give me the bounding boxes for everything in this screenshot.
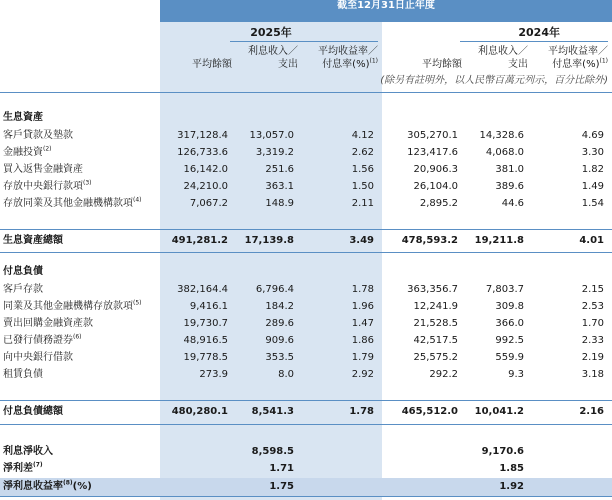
table-bottom-rule — [0, 496, 612, 497]
liability-total-c3: 1.78 — [349, 406, 374, 417]
liability-row-3-label — [3, 335, 82, 347]
liability-row-2-c3: 1.47 — [351, 318, 374, 329]
asset-row-2-label — [3, 164, 83, 176]
liability-row-5-c2: 8.0 — [278, 369, 294, 380]
asset-row-1-c1: 126,733.6 — [177, 147, 228, 158]
summary-row-1-2024: 1.85 — [499, 463, 524, 474]
asset-row-2-c3: 1.56 — [351, 164, 374, 175]
liability-total-c5: 10,041.2 — [474, 406, 524, 417]
asset-total-c2: 17,139.8 — [244, 235, 294, 246]
col-header-avg-balance-2025: 平均餘額 — [192, 59, 232, 70]
asset-total-c4: 478,593.2 — [401, 235, 458, 246]
col-header-yield-2024-text: 付息率(%) — [552, 59, 600, 70]
liability-row-3-label-text: 已發行債務證券 — [3, 335, 73, 346]
asset-total-c1: 491,281.2 — [171, 235, 228, 246]
asset-row-1-label — [3, 147, 52, 159]
liability-total-label-text: 付息負債總額 — [3, 406, 63, 417]
asset-row-0-label — [3, 130, 73, 142]
col-header-yield-2025-text: 付息率(%) — [322, 59, 370, 70]
liability-row-3-c1: 48,916.5 — [183, 335, 228, 346]
asset-row-0-c3: 4.12 — [351, 130, 374, 141]
asset-row-0-c5: 14,328.6 — [479, 130, 524, 141]
liability-row-5-c1: 273.9 — [199, 369, 228, 380]
asset-row-4-c5: 44.6 — [501, 198, 524, 209]
col-header-yield-2024-l1: 平均收益率／ — [548, 46, 608, 57]
liability-row-0-c3: 1.78 — [351, 284, 374, 295]
section-title-assets: 生息資產 — [3, 112, 43, 123]
col-header-yield-2025-l2 — [298, 59, 378, 71]
asset-total-label — [3, 235, 63, 247]
liability-row-0-c1: 382,164.4 — [177, 284, 228, 295]
asset-row-2-label-text: 買入返售金融資產 — [3, 164, 83, 175]
liability-row-2-c5: 366.0 — [495, 318, 524, 329]
asset-total-c6: 4.01 — [579, 235, 604, 246]
liability-row-2-label — [3, 318, 93, 330]
asset-row-1-c5: 4,068.0 — [485, 147, 524, 158]
column-shading-2025 — [160, 22, 382, 500]
note-ref-1: (1) — [369, 57, 378, 65]
liability-total-c1: 480,280.1 — [171, 406, 228, 417]
asset-row-4-c6: 1.54 — [581, 198, 604, 209]
liability-row-1-label-text: 同業及其他金融機構存放款項 — [3, 301, 133, 312]
liability-row-4-c5: 559.9 — [495, 352, 524, 363]
liability-row-0-c5: 7,803.7 — [485, 284, 524, 295]
asset-row-3-c5: 389.6 — [495, 181, 524, 192]
asset-row-3-label-text: 存放中央銀行款項 — [3, 181, 83, 192]
liability-row-3-c5: 992.5 — [495, 335, 524, 346]
note-ref-1b: (1) — [599, 57, 608, 65]
col-header-interest-2024-l2: 支出 — [508, 59, 528, 70]
period-title: 截至12月31日止年度 — [337, 0, 435, 11]
section-title-liabilities: 付息負債 — [3, 266, 43, 277]
footnote-ref: (4) — [133, 196, 142, 204]
liability-row-2-label-text: 賣出回購金融資產款 — [3, 318, 93, 329]
summary-row-2-label-text: 淨利息收益率 — [3, 481, 63, 492]
asset-row-4-c2: 148.9 — [265, 198, 294, 209]
liability-total-c6: 2.16 — [579, 406, 604, 417]
footnote-ref: (6) — [73, 333, 82, 341]
asset-row-0-c1: 317,128.4 — [177, 130, 228, 141]
col-header-avg-balance-2024: 平均餘額 — [422, 59, 462, 70]
asset-row-2-c4: 20,906.3 — [413, 164, 458, 175]
col-header-interest-2024-l1: 利息收入／ — [478, 46, 528, 57]
liability-row-0-c4: 363,356.7 — [407, 284, 458, 295]
unit-suffix: (%) — [72, 481, 92, 492]
summary-row-1-2025: 1.71 — [269, 463, 294, 474]
unit-note: (除另有註明外，以人民幣百萬元列示，百分比除外) — [380, 75, 608, 86]
liability-row-0-label — [3, 284, 43, 296]
asset-row-0-c6: 4.69 — [581, 130, 604, 141]
liability-row-3-c6: 2.33 — [581, 335, 604, 346]
assets-total-top-rule — [0, 229, 612, 230]
liability-row-3-c2: 909.6 — [265, 335, 294, 346]
col-header-yield-2025-l1: 平均收益率／ — [318, 46, 378, 57]
summary-row-0-2024: 9,170.6 — [481, 446, 524, 457]
asset-row-0-c4: 305,270.1 — [407, 130, 458, 141]
asset-row-3-c6: 1.49 — [581, 181, 604, 192]
asset-row-3-c3: 1.50 — [351, 181, 374, 192]
liability-row-1-label — [3, 301, 142, 313]
summary-row-0-2025: 8,598.5 — [251, 446, 294, 457]
summary-row-2-label — [3, 481, 92, 493]
asset-row-4-c1: 7,067.2 — [189, 198, 228, 209]
liability-row-4-c4: 25,575.2 — [413, 352, 458, 363]
summary-row-0-label — [3, 446, 53, 458]
liability-total-c2: 8,541.3 — [251, 406, 294, 417]
summary-row-2-2024: 1.92 — [499, 481, 524, 492]
asset-row-0-label-text: 客戶貸款及墊款 — [3, 130, 73, 141]
asset-row-2-c6: 1.82 — [581, 164, 604, 175]
asset-row-1-c3: 2.62 — [351, 147, 374, 158]
liability-row-2-c6: 1.70 — [581, 318, 604, 329]
header-divider — [0, 92, 612, 93]
liability-row-1-c5: 309.8 — [495, 301, 524, 312]
liability-row-5-label-text: 租賃負債 — [3, 369, 43, 380]
liability-row-1-c4: 12,241.9 — [413, 301, 458, 312]
liability-row-5-label — [3, 369, 43, 381]
liability-row-1-c2: 184.2 — [265, 301, 294, 312]
asset-row-2-c2: 251.6 — [265, 164, 294, 175]
liability-row-4-c6: 2.19 — [581, 352, 604, 363]
liability-row-5-c5: 9.3 — [508, 369, 524, 380]
asset-row-2-c1: 16,142.0 — [183, 164, 228, 175]
assets-total-bottom-rule — [0, 252, 612, 253]
liability-row-4-c2: 353.5 — [265, 352, 294, 363]
summary-row-1-label-text: 淨利差 — [3, 463, 33, 474]
liability-row-4-c1: 19,778.5 — [183, 352, 228, 363]
summary-row-0-label-text: 利息淨收入 — [3, 446, 53, 457]
asset-row-2-c5: 381.0 — [495, 164, 524, 175]
liability-row-1-c6: 2.53 — [581, 301, 604, 312]
asset-row-1-c6: 3.30 — [581, 147, 604, 158]
summary-row-2-2025: 1.75 — [269, 481, 294, 492]
asset-row-1-label-text: 金融投資 — [3, 147, 43, 158]
liability-row-5-c6: 3.18 — [581, 369, 604, 380]
liabilities-total-top-rule — [0, 400, 612, 401]
asset-row-4-label — [3, 198, 142, 210]
footnote-ref: (8) — [63, 479, 73, 487]
asset-row-4-c4: 2,895.2 — [419, 198, 458, 209]
liability-row-3-c4: 42,517.5 — [413, 335, 458, 346]
asset-row-0-c2: 13,057.0 — [249, 130, 294, 141]
footnote-ref: (2) — [43, 145, 52, 153]
asset-row-4-label-text: 存放同業及其他金融機構款項 — [3, 198, 133, 209]
col-header-yield-2024-l2 — [528, 59, 608, 71]
asset-row-3-label — [3, 181, 92, 193]
col-header-interest-2025-l1: 利息收入／ — [248, 46, 298, 57]
liability-total-label — [3, 406, 63, 418]
summary-row-1-label — [3, 463, 43, 475]
col-header-interest-2025-l2: 支出 — [278, 59, 298, 70]
asset-row-1-c4: 123,417.6 — [407, 147, 458, 158]
liability-row-1-c1: 9,416.1 — [189, 301, 228, 312]
asset-row-3-c1: 24,210.0 — [183, 181, 228, 192]
liability-row-5-c3: 2.92 — [351, 369, 374, 380]
asset-total-c5: 19,211.8 — [474, 235, 524, 246]
footnote-ref: (3) — [83, 179, 92, 187]
liability-row-1-c3: 1.96 — [351, 301, 374, 312]
liability-row-0-c6: 2.15 — [581, 284, 604, 295]
footnote-ref: (5) — [133, 299, 142, 307]
liability-row-2-c4: 21,528.5 — [413, 318, 458, 329]
liability-row-0-label-text: 客戶存款 — [3, 284, 43, 295]
liabilities-total-bottom-rule — [0, 424, 612, 425]
asset-row-1-c2: 3,319.2 — [255, 147, 294, 158]
asset-total-c3: 3.49 — [349, 235, 374, 246]
asset-total-label-text: 生息資產總額 — [3, 235, 63, 246]
year-2025-underline — [230, 41, 378, 42]
liability-row-2-c2: 289.6 — [265, 318, 294, 329]
year-2024-underline — [460, 41, 608, 42]
asset-row-3-c2: 363.1 — [265, 181, 294, 192]
liability-row-5-c4: 292.2 — [429, 369, 458, 380]
liability-row-3-c3: 1.86 — [351, 335, 374, 346]
asset-row-3-c4: 26,104.0 — [413, 181, 458, 192]
asset-row-4-c3: 2.11 — [351, 198, 374, 209]
liability-row-4-label — [3, 352, 73, 364]
liability-row-4-c3: 1.79 — [351, 352, 374, 363]
liability-row-2-c1: 19,730.7 — [183, 318, 228, 329]
year-2024-label: 2024年 — [518, 26, 560, 39]
liability-row-4-label-text: 向中央銀行借款 — [3, 352, 73, 363]
year-2025-label: 2025年 — [250, 26, 292, 39]
liability-row-0-c2: 6,796.4 — [255, 284, 294, 295]
liability-total-c4: 465,512.0 — [401, 406, 458, 417]
footnote-ref: (7) — [33, 461, 43, 469]
